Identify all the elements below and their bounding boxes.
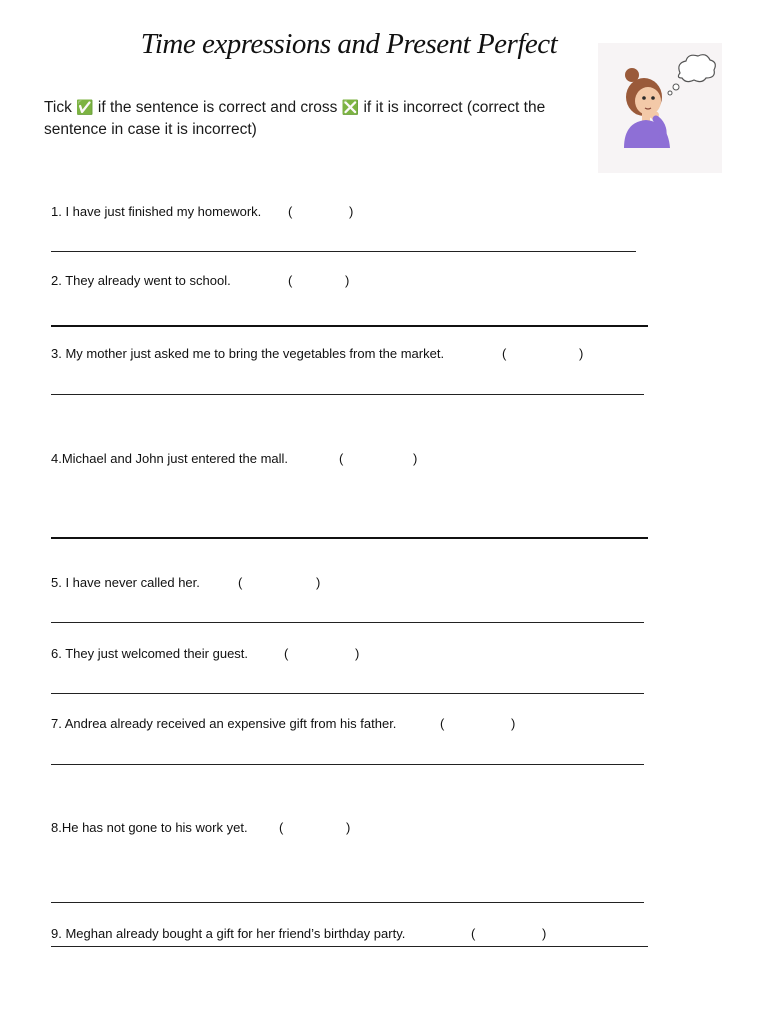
answer-paren-open-7: ( [440, 716, 445, 731]
answer-paren-close-2: ) [345, 273, 350, 288]
instructions-text-1: Tick [44, 99, 77, 116]
answer-line-9[interactable] [51, 946, 648, 947]
answer-paren-close-8: ) [346, 820, 351, 835]
tick-icon: ✅ [76, 100, 94, 116]
answer-line-5[interactable] [51, 622, 644, 623]
instructions-text-2: if the sentence is correct and cross [93, 99, 342, 116]
answer-paren-open-4: ( [339, 451, 344, 466]
answer-paren-close-1: ) [349, 204, 354, 219]
instructions-text-3: if it is incorrect (correct the sentence in case it is incorrect) [44, 99, 546, 138]
question-6: 6. They just welcomed their guest. [51, 646, 249, 661]
answer-line-2[interactable] [51, 325, 648, 327]
thinking-girl-icon [598, 43, 722, 173]
answer-paren-open-8: ( [279, 820, 284, 835]
answer-line-1[interactable] [51, 251, 636, 252]
answer-line-4[interactable] [51, 537, 648, 539]
question-9: 9. Meghan already bought a gift for her friend’s birthday party. [51, 926, 406, 941]
answer-paren-close-4: ) [413, 451, 418, 466]
answer-paren-close-5: ) [316, 575, 321, 590]
answer-paren-open-5: ( [238, 575, 243, 590]
answer-line-3[interactable] [51, 394, 644, 395]
answer-paren-open-6: ( [284, 646, 289, 661]
answer-paren-close-9: ) [542, 926, 547, 941]
thinking-girl-illustration [598, 43, 722, 173]
answer-paren-open-9: ( [471, 926, 476, 941]
answer-line-7[interactable] [51, 764, 644, 765]
answer-paren-close-3: ) [579, 346, 584, 361]
answer-paren-open-2: ( [288, 273, 293, 288]
question-8: 8.He has not gone to his work yet. [51, 820, 248, 835]
answer-paren-open-1: ( [288, 204, 293, 219]
answer-paren-open-3: ( [502, 346, 507, 361]
question-4: 4.Michael and John just entered the mall. [51, 451, 289, 466]
instructions [44, 97, 574, 140]
answer-paren-close-6: ) [355, 646, 360, 661]
question-5: 5. I have never called her. [51, 575, 200, 590]
worksheet-title: Time expressions and Present Perfect [140, 28, 558, 60]
question-2: 2. They already went to school. [51, 273, 231, 288]
answer-paren-close-7: ) [511, 716, 516, 731]
question-1: 1. I have just finished my homework. [51, 204, 262, 219]
question-3: 3. My mother just asked me to bring the vegetables from the market. [51, 346, 445, 361]
question-7: 7. Andrea already received an expensive gift from his father. [51, 716, 397, 731]
answer-line-8[interactable] [51, 902, 644, 903]
answer-line-6[interactable] [51, 693, 644, 694]
cross-icon: ❎ [341, 100, 360, 116]
